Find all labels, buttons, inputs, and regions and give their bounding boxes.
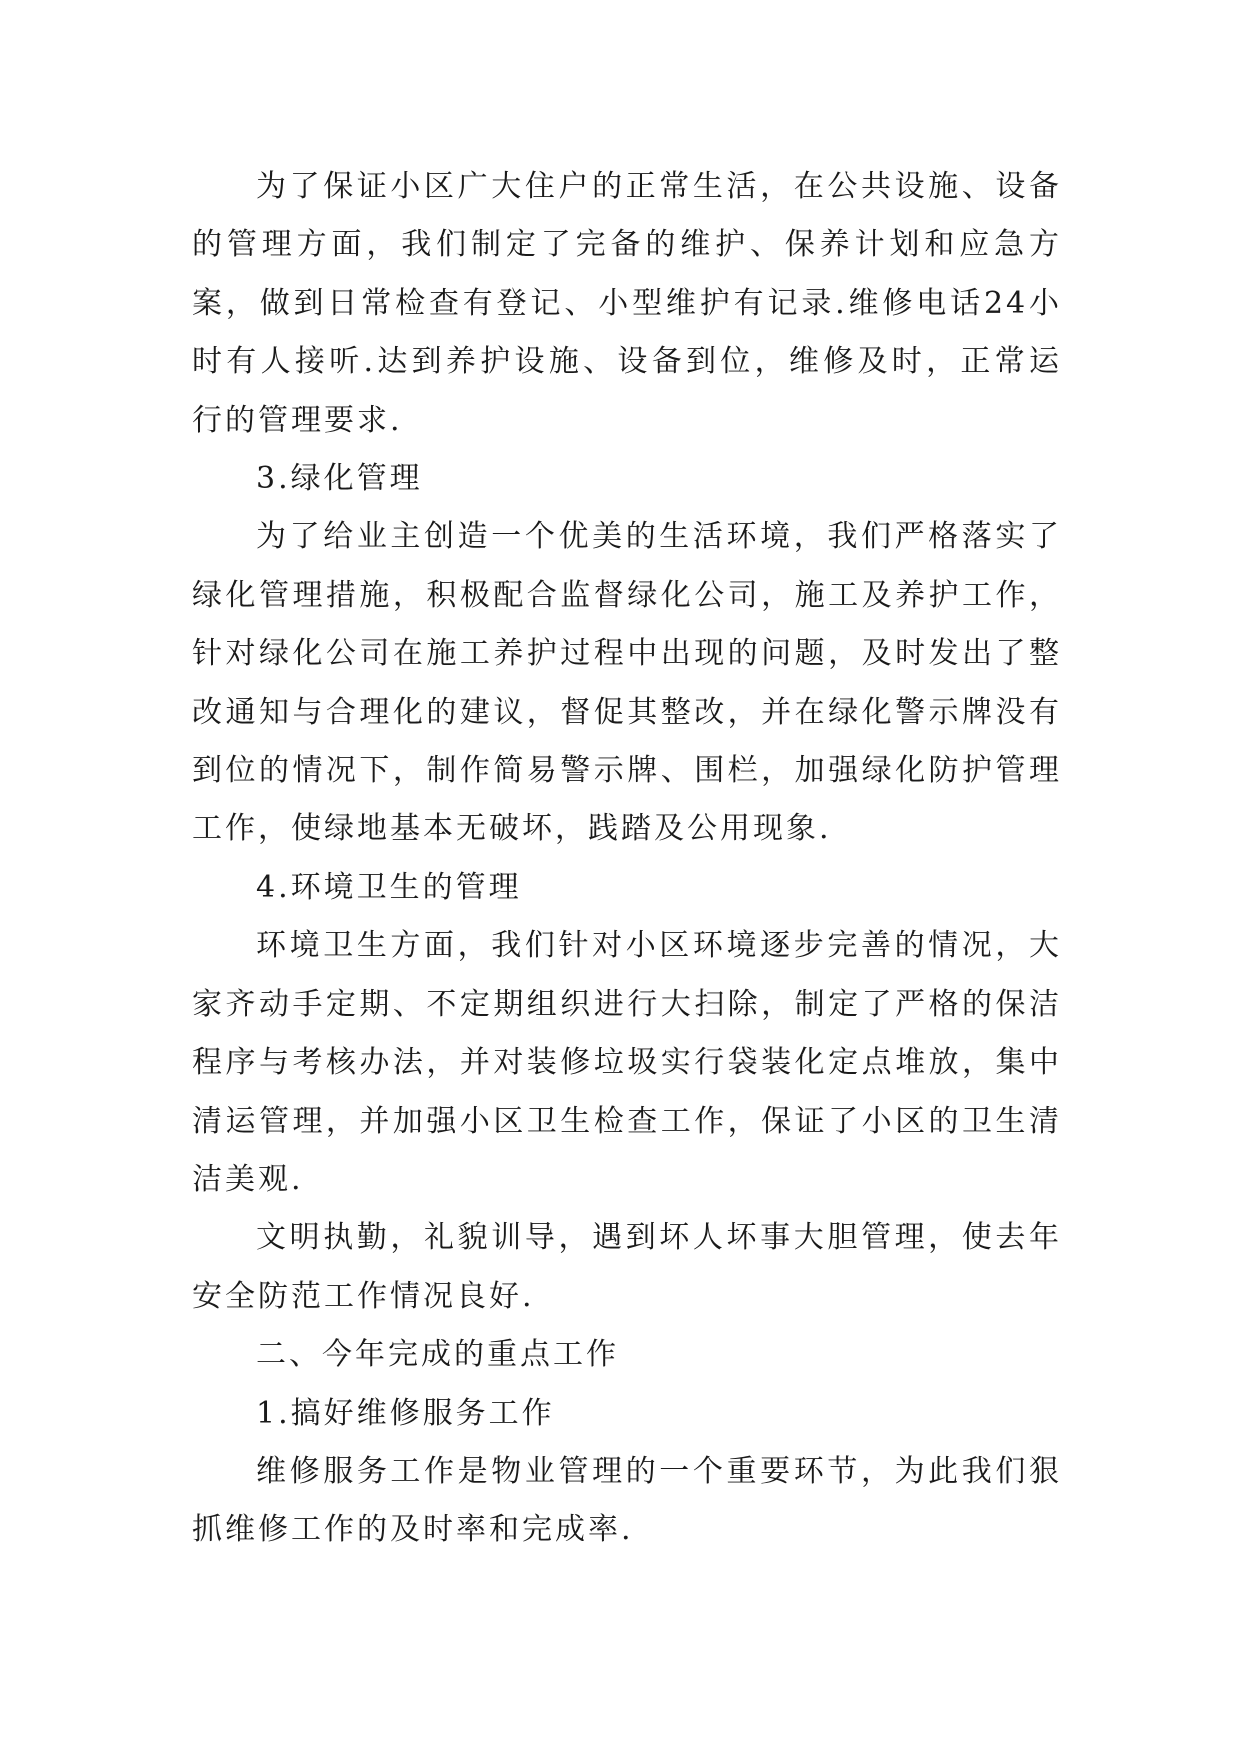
paragraph-repair-service: 维修服务工作是物业管理的一个重要环节，为此我们狠抓维修工作的及时率和完成率.: [192, 1453, 1062, 1548]
paragraph-facilities-maintenance: 为了保证小区广大住户的正常生活，在公共设施、设备的管理方面，我们制定了完备的维护、保养计划和应急方案，做到日常检查有登记、小型维护有记录.维修电话24小时有人接听.达到养护设施、设备到位，维修及时，正常运行的管理要求.: [192, 169, 1062, 438]
paragraph-greening-management: 为了给业主创造一个优美的生活环境，我们严格落实了绿化管理措施，积极配合监督绿化公司，施工及养护工作，针对绿化公司在施工养护过程中出现的问题，及时发出了整改通知与合理化的建议，督促其整改，并在绿化警示牌没有到位的情况下，制作简易警示牌、围栏，加强绿化防护管理工作，使绿地基本无破坏，践踏及公用现象.: [192, 519, 1062, 847]
paragraph-sanitation-management: 环境卫生方面，我们针对小区环境逐步完善的情况，大家齐动手定期、不定期组织进行大扫除，制定了严格的保洁程序与考核办法，并对装修垃圾实行袋装化定点堆放，集中清运管理，并加强小区卫生检查工作，保证了小区的卫生清洁美观.: [192, 928, 1062, 1197]
heading-repair-service: 1.搞好维修服务工作: [256, 1395, 555, 1431]
paragraph-security-duty: 文明执勤，礼貌训导，遇到坏人坏事大胆管理，使去年安全防范工作情况良好.: [192, 1220, 1062, 1314]
heading-greening-management: 3.绿化管理: [256, 461, 423, 497]
document-body: [192, 158, 1062, 1560]
heading-key-work-this-year: 二、今年完成的重点工作: [256, 1337, 619, 1373]
heading-sanitation-management: 4.环境卫生的管理: [256, 869, 522, 905]
